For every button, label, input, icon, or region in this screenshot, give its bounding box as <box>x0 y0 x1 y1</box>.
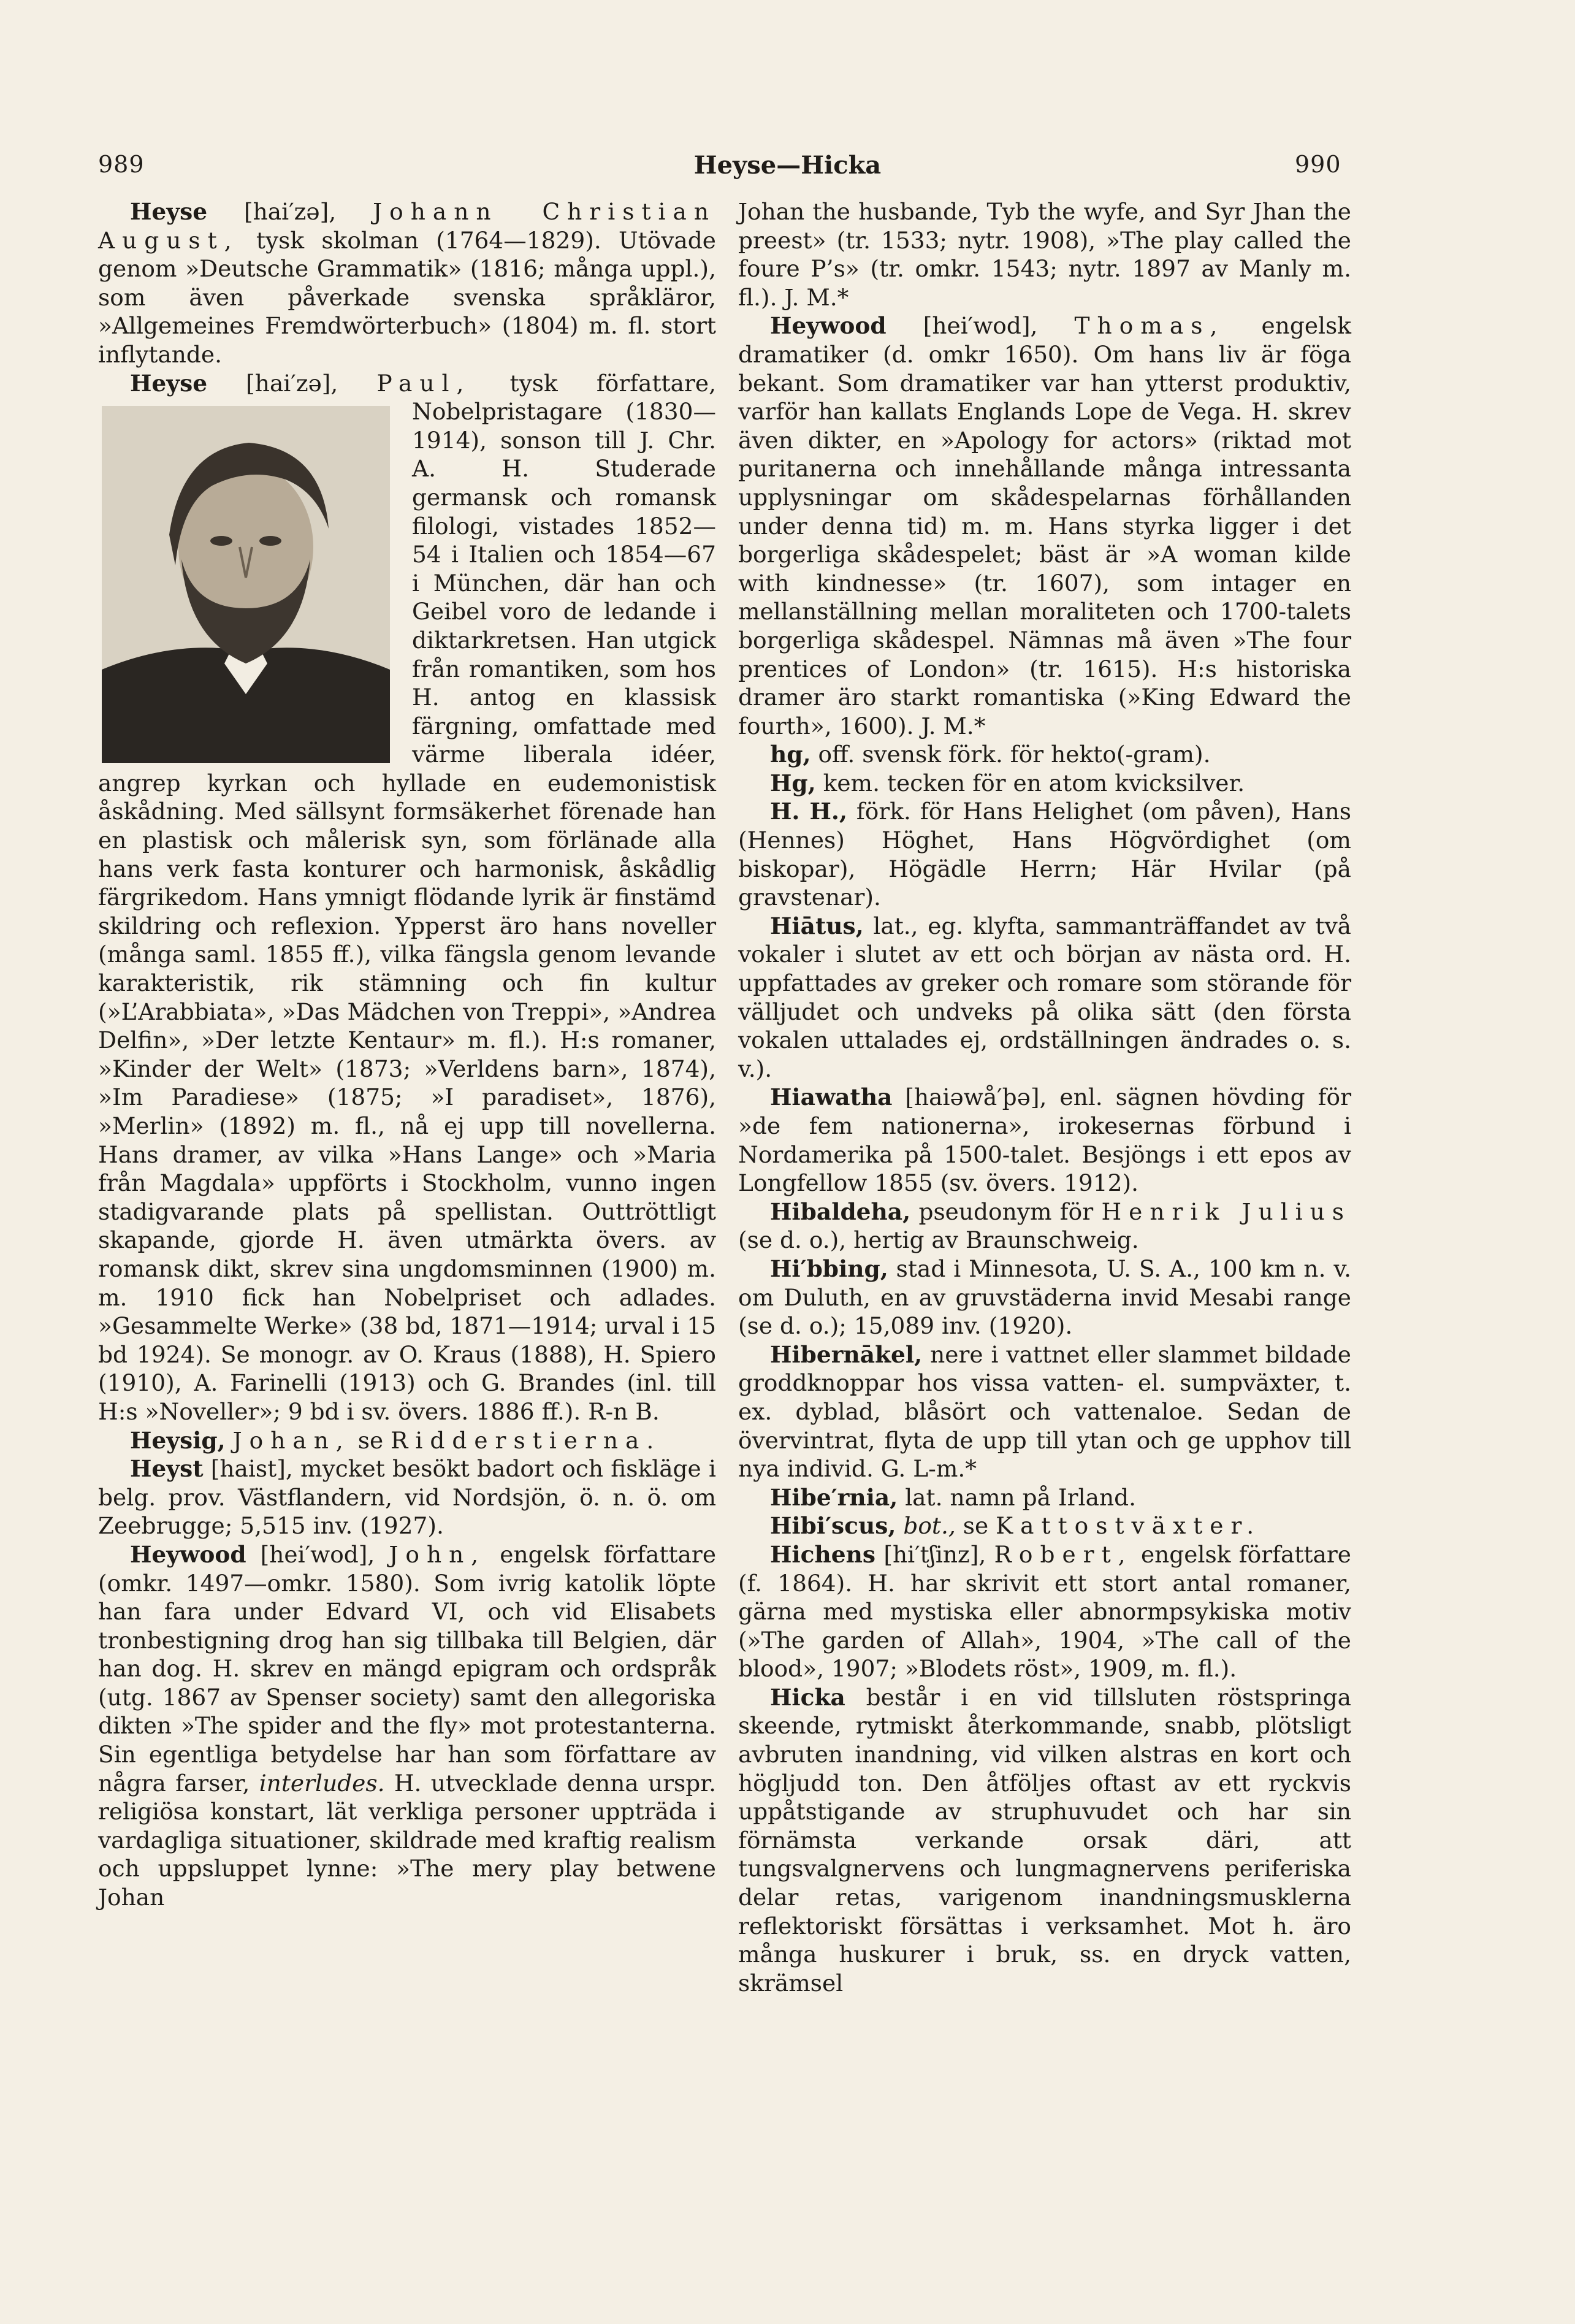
entry-heywood-john-continued <box>738 197 1351 312</box>
author-signature: J. M.* <box>784 283 849 311</box>
person-name: Thomas, <box>1074 312 1225 340</box>
headword: hg, <box>770 741 811 768</box>
entry-hh <box>738 797 1351 911</box>
person-name: Johan, <box>232 1426 351 1454</box>
entry-hibiscus <box>738 1512 1351 1540</box>
pronunciation: [hai′zə], <box>246 369 338 397</box>
entry-hichens <box>738 1540 1351 1683</box>
italic-term: bot., <box>903 1512 956 1540</box>
headword: Hi′bbing, <box>770 1255 888 1282</box>
entry-heywood-thomas <box>738 312 1351 740</box>
right-column <box>738 197 1351 1997</box>
entry-text: enl. sägnen hövding för »de fem nationerna», irokesernas förbund i Nordamerika på 1500-talet. Besjöngs i ett epos av Longfellow 1855 (sv. övers. 1912). <box>738 1084 1351 1197</box>
entry-text: lat., eg. klyfta, sammanträffandet av två vokaler i slutet av ett och början av nästa ord. H. uppfattades av greker och romare som störande för välljudet och undveks på olika sätt (den första vokalen uttalades ej, ordställningen ändrades o. s. v.). <box>738 912 1352 1082</box>
person-name: John, <box>389 1540 486 1568</box>
entry-hiawatha <box>738 1083 1351 1197</box>
entry-text: förk. för Hans Helighet (om påven), Hans (Hennes) Höghet, Hans Högvördighet (om biskopar), Högädle Herrn; Här Hvilar (på gravstenar). <box>738 798 1351 911</box>
pronunciation: [haist], <box>210 1455 293 1483</box>
headword: Heyse <box>130 198 208 225</box>
headword: Hibaldeha, <box>770 1198 911 1225</box>
author-signature: J. M.* <box>921 712 986 740</box>
entry-text: engelsk dramatiker (d. omkr 1650). Om hans liv är föga bekant. Som dramatiker var han ytterst produktiv, varför han kallats Englands Lope de Vega. H. skrev även dikter, en »Apology for actors» (riktad mot puritanerna och innehållande många intressanta upplysningar om skådespelarnas förhållanden under denna tid) m. m. Hans styrka ligger i det borgerliga skådespelet; bäst är »A woman kilde with kindnesse» (tr. 1607), som intager en mellanställning mellan moraliteten och 1700-talets borgerliga skådespel. Nämnas må även »The four prentices of London» (tr. 1615). H:s historiska dramer äro starkt romantiska (»King Edward the fourth», 1600). <box>738 312 1351 740</box>
entry-text: tysk författare, Nobelpristagare (1830—1914), sonson till J. Chr. A. H. Studerade germansk och romansk filologi, vistades 1852—54 i Italien och 1854—67 i München, där han och Geibel voro de ledande i diktarkretsen. Han utgick från romantiken, som hos H. antog en klassisk färgning, omfattade med värme liberala idéer, angrep kyrkan och hyllade en eudemonistisk åskådning. Med sällsynt formsäkerhet förenade han en plastisk och målerisk syn, som förlänade alla hans verk fasta konturer och harmonisk, åskådlig färgrikedom. Hans ymnigt flödande lyrik är finstämd skildring och reflexion. Ypperst äro hans noveller (många saml. 1855 ff.), vilka fängsla genom levande karakteristik, rik stämning och fin kultur (»L’Arabbiata», »Das Mädchen von Treppi», »Andrea Delfin», »Der letzte Kentaur» m. fl.). H:s romaner, »Kinder der Welt» (1873; »Verldens barn», 1874), »Im Paradiese» (1875; »I paradiset», 1876), »Merlin» (1892) m. fl., nå ej upp till novellerna. Hans dramer, av vilka »Hans Lange» och »Maria från Magdala» uppförts i Stockholm, vunno ingen stadigvarande plats på spellistan. Outtröttligt skapande, gjorde H. även utmärkta övers. av romansk dikt, skrev sina ungdomsminnen (1900) m. m. 1910 fick han Nobelpriset och adlades. »Gesammelte Werke» (38 bd, 1871—1914; urval i 15 bd 1924). Se monogr. av O. Kraus (1888), H. Spiero (1910), A. Farinelli (1913) och G. Brandes (inl. till H:s »Noveller»; 9 bd i sv. övers. 1886 ff.). <box>98 369 717 1425</box>
entry-text-continued: H. utvecklade denna urspr. religiösa konstart, lät verkliga personer uppträda i vardagliga situationer, skildrade med kraftig realism och uppsluppet lynne: »The mery play betwene Johan <box>98 1769 717 1911</box>
page-number-right: 990 <box>1295 151 1341 178</box>
headword: Hichens <box>770 1540 876 1568</box>
pronunciation: [hei′wod], <box>923 312 1038 340</box>
entry-text: mycket besökt badort och fiskläge i belg. prov. Västflandern, vid Nordsjön, ö. n. ö. om Zeebrugge; 5,515 inv. (1927). <box>98 1455 716 1540</box>
headword: Hg, <box>770 769 816 797</box>
pronunciation: [hi′tʃinz], <box>883 1540 986 1568</box>
cross-reference: Kattostväxter. <box>996 1512 1262 1540</box>
entry-text: se <box>357 1426 384 1454</box>
pronunciation: [hei′wod], <box>260 1540 375 1568</box>
cross-reference: Ridderstierna. <box>391 1426 662 1454</box>
headword: Hicka <box>770 1683 845 1711</box>
headword: Hiātus, <box>770 912 864 939</box>
headword: Hibernākel, <box>770 1340 923 1368</box>
entry-text: off. svensk förk. för hekto(-gram). <box>818 741 1211 768</box>
entry-text: pseudonym för <box>918 1198 1094 1225</box>
entry-heyse-paul <box>98 369 716 1426</box>
person-name: Paul, <box>376 369 471 397</box>
entry-text: Johan the husbande, Tyb the wyfe, and Syr Jhan the preest» (tr. 1533; nytr. 1908), »The play called the foure P’s» (tr. omkr. 1543; nytr. 1897 av Manly m. fl.). <box>738 198 1351 311</box>
entry-hibaldeha <box>738 1198 1351 1255</box>
entry-hg-chemical <box>738 769 1351 798</box>
entry-heyst <box>98 1454 716 1540</box>
italic-term: interludes. <box>259 1769 385 1797</box>
pronunciation: [hai′zə], <box>244 198 337 225</box>
person-name: Johann Christian August, <box>98 198 717 254</box>
entry-text: tysk skolman (1764—1829). Utövade genom »Deutsche Grammatik» (1816; många uppl.), som även påverkade svenska språkläror, »Allgemeines Fremdwörterbuch» (1804) m. fl. stort inflytande. <box>98 226 716 368</box>
entry-text: engelsk författare (omkr. 1497—omkr. 1580). Som ivrig katolik löpte han fara under Edvard VI, och vid Elisabets tronbestigning drog han sig tillbaka till Belgien, där han dog. H. skrev en mängd epigram och ordspråk (utg. 1867 av Spenser society) samt den allegoriska dikten »The spider and the fly» mot protestanterna. Sin egentliga betydelse har han som författare av några farser, <box>98 1540 717 1797</box>
entry-text: kem. tecken för en atom kvicksilver. <box>823 769 1245 797</box>
headword: H. H., <box>770 798 848 825</box>
headword: Hiawatha <box>770 1084 893 1111</box>
running-head: Heyse—Hicka <box>693 151 882 180</box>
headword: Heysig, <box>130 1426 226 1454</box>
author-signature: G. L-m.* <box>880 1455 977 1483</box>
entry-hibbing <box>738 1255 1351 1340</box>
portrait-illustration <box>102 406 390 763</box>
entry-text: nere i vattnet eller slammet bildade groddknoppar hos vissa vatten- el. sumpväxter, t. ex. dyblad, blåsört och vattenaloe. Sedan de övervintrat, flyta de upp till ytan och ge upphov till nya individ. <box>738 1340 1351 1483</box>
headword: Heywood <box>130 1540 246 1568</box>
entry-text: se <box>963 1512 989 1540</box>
headword: Hibe′rnia, <box>770 1483 898 1511</box>
headword: Heyst <box>130 1455 204 1483</box>
headword: Heywood <box>770 312 887 340</box>
page-number-left: 989 <box>98 151 145 178</box>
pronunciation: [haiəwå′þə], <box>905 1084 1047 1111</box>
entry-text-continued: (se d. o.), hertig av Braunschweig. <box>738 1226 1139 1254</box>
entry-heyse-johann-christian <box>98 197 716 369</box>
cross-reference: Henrik Julius <box>1101 1198 1352 1225</box>
entry-text: lat. namn på Irland. <box>905 1483 1137 1511</box>
headword: Heyse <box>130 369 208 397</box>
entry-hiatus <box>738 912 1351 1084</box>
entry-heywood-john <box>98 1540 716 1912</box>
entry-hicka <box>738 1683 1351 1998</box>
left-column <box>98 197 716 1912</box>
headword: Hibi′scus, <box>770 1512 896 1540</box>
entry-text: stad i Minnesota, U. S. A., 100 km n. v. om Duluth, en av gruvstäderna invid Mesabi range (se d. o.); 15,089 inv. (1920). <box>738 1255 1352 1340</box>
person-name: Robert, <box>994 1540 1133 1568</box>
entry-text: engelsk författare (f. 1864). H. har skrivit ett stort antal romaner, gärna med mystiska eller abnormpsykiska motiv (»The garden of Allah», 1904, »The call of the blood», 1907; »Blodets röst», 1909, m. fl.). <box>738 1540 1351 1683</box>
portrait-photo <box>102 406 390 763</box>
author-signature: R-n B. <box>588 1397 660 1425</box>
entry-heysig <box>98 1426 716 1455</box>
entry-text: består i en vid tillsluten röstspringa skeende, rytmiskt återkommande, snabb, plötsligt avbruten inandning, vid vilken alstras en kort och högljudd ton. Den åtföljes oftast av ett ryckvis uppåtstigande av struphuvudet och har sin förnämsta verkande orsak däri, att tungsvalgnervens och lungmagnervens periferiska delar retas, varigenom inandningsmusklerna reflektoriskt försättas i verksamhet. Mot h. äro många huskurer i bruk, ss. en dryck vatten, skrämsel <box>738 1683 1351 1997</box>
entry-hibernia <box>738 1483 1351 1512</box>
entry-hg-lowercase <box>738 740 1351 769</box>
entry-hibernakel <box>738 1340 1351 1483</box>
